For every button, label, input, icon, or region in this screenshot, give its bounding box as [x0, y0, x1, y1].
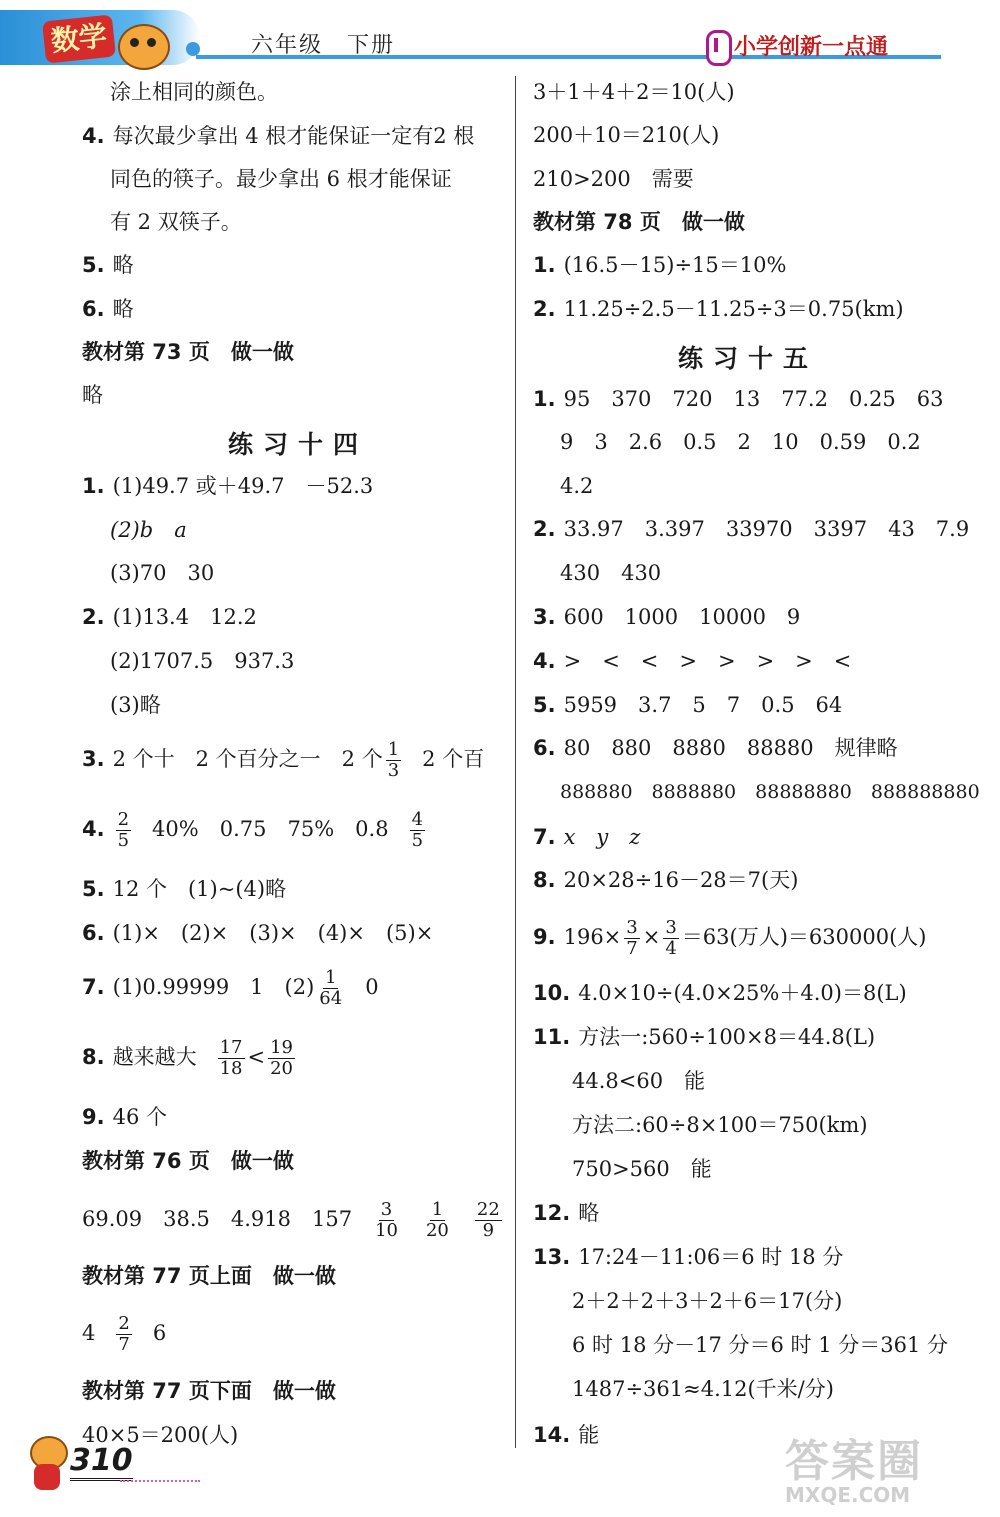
exercise-item-11 — [533, 1022, 875, 1052]
exercise-item-7 — [82, 968, 379, 1009]
answer-line: 1487÷361≈4.12(千米/分) — [572, 1377, 834, 1401]
exercise-item-6 — [82, 918, 433, 948]
answer-line: (2)b a — [110, 518, 187, 542]
answer-text: 6 — [152, 1321, 167, 1345]
numerator: 3 — [380, 1199, 393, 1220]
footer-decoration — [120, 1480, 200, 1486]
answer-text: 12 个 (1)~(4)略 — [112, 877, 287, 901]
column-divider — [515, 76, 516, 1448]
fraction — [475, 1200, 502, 1241]
section-heading-p78: 教材第 78 页 做一做 — [533, 210, 745, 234]
exercise-item-1 — [82, 471, 373, 501]
answer-text: 46 个 — [112, 1105, 167, 1129]
denominator: 10 — [375, 1220, 398, 1241]
item-number: 7. — [533, 825, 556, 849]
series-title: 小学创新一点通 — [734, 35, 889, 60]
answer-text: 0 — [365, 975, 379, 999]
answer-line: 6 时 18 分－17 分＝6 时 1 分＝361 分 — [572, 1333, 949, 1357]
exercise-item-8 — [533, 865, 798, 895]
answer-text: 越来越大 — [112, 1045, 197, 1069]
exercise-item-9 — [82, 1102, 167, 1132]
item-number: 4. — [82, 817, 105, 841]
item-number: 14. — [533, 1423, 571, 1447]
answer-text: 11.25÷2.5－11.25÷3＝0.75(km) — [563, 297, 904, 321]
denominator: 5 — [411, 830, 424, 851]
comparison-sign: < — [247, 1045, 266, 1069]
item-number: 4. — [533, 649, 556, 673]
item-number: 7. — [82, 975, 105, 999]
item-number: 13. — [533, 1245, 571, 1269]
answer-line-p76 — [82, 1200, 505, 1241]
operator: × — [642, 925, 661, 949]
answer-line: 4.2 — [560, 474, 594, 498]
answer-item-2 — [533, 294, 904, 324]
item-number: 9. — [533, 925, 556, 949]
answer-text: (16.5－15)÷15＝10% — [563, 253, 787, 277]
series-logo-icon — [706, 30, 732, 66]
item-number: 2. — [82, 605, 105, 629]
answer-text: (1)× (2)× (3)× (4)× (5)× — [112, 921, 434, 945]
answer-text: 80 880 8880 88880 规律略 — [563, 736, 898, 760]
answer-line: 涂上相同的颜色。 — [110, 80, 278, 104]
item-number: 5. — [533, 693, 556, 717]
exercise-item-6 — [533, 733, 898, 763]
numerator: 19 — [270, 1037, 294, 1058]
answer-line-p77-top — [82, 1314, 166, 1355]
exercise-item-2 — [82, 602, 257, 632]
exercise-title-15: 练习十五 — [678, 344, 819, 373]
header-dot — [186, 42, 200, 56]
answer-line: (2)1707.5 937.3 — [110, 649, 295, 673]
watermark — [785, 1425, 985, 1510]
answer-item-6 — [82, 294, 134, 324]
denominator: 5 — [117, 830, 130, 851]
item-number: 5. — [82, 253, 105, 277]
exercise-item-10 — [533, 978, 907, 1008]
section-heading-p76: 教材第 76 页 做一做 — [82, 1149, 294, 1173]
numerator: 3 — [665, 917, 677, 938]
numerator: 17 — [219, 1037, 243, 1058]
exercise-item-7 — [533, 822, 640, 852]
numerator: 1 — [387, 739, 400, 760]
answer-text: 略 — [112, 253, 134, 277]
answer-text: (1)13.4 12.2 — [112, 605, 257, 629]
denominator: 7 — [626, 938, 638, 959]
answer-text: 4.0×10÷(4.0×25%＋4.0)＝8(L) — [578, 981, 907, 1005]
page-number: 310 — [70, 1444, 133, 1481]
item-number: 6. — [533, 736, 556, 760]
exercise-item-3 — [82, 740, 484, 781]
answer-text: > < < > > > > < — [563, 649, 852, 673]
answer-text: 2 个十 2 个百分之一 2 个 — [112, 747, 383, 771]
fraction — [116, 1314, 131, 1355]
watermark-logo: 答案圈 — [785, 1436, 923, 1487]
item-number: 1. — [533, 387, 556, 411]
fraction — [663, 918, 678, 959]
answer-line: 888880 8888880 88888880 888888880 — [560, 781, 980, 803]
answer-text: 能 — [578, 1423, 600, 1447]
answer-text: 600 1000 10000 9 — [563, 605, 801, 629]
answer-text: ＝63(万人)＝630000(人) — [681, 925, 927, 949]
exercise-item-3 — [533, 602, 800, 632]
answer-text: x y z — [563, 825, 641, 849]
answer-text: 33.97 3.397 33970 3397 43 7.9 — [563, 517, 970, 541]
section-heading-p73: 教材第 73 页 做一做 — [82, 340, 294, 364]
answer-text: 每次最少拿出 4 根才能保证一定有2 根 — [112, 124, 475, 148]
fraction — [116, 810, 131, 851]
numerator: 3 — [626, 917, 638, 938]
answer-text: 20×28÷16－28＝7(天) — [563, 868, 799, 892]
answer-line: 210>200 需要 — [533, 167, 694, 191]
exercise-item-2 — [533, 514, 969, 544]
fraction — [624, 918, 639, 959]
exercise-item-14 — [533, 1420, 599, 1450]
answer-line: 有 2 双筷子。 — [110, 210, 242, 234]
answer-line: 200＋10＝210(人) — [533, 123, 720, 147]
answer-text: (1)0.99999 1 (2) — [112, 975, 315, 999]
item-number: 11. — [533, 1025, 571, 1049]
exercise-item-12 — [533, 1198, 599, 1228]
exercise-item-8 — [82, 1038, 298, 1079]
answer-line: 40×5＝200(人) — [82, 1423, 239, 1447]
item-number: 4. — [82, 124, 105, 148]
subject-badge: 数学 — [42, 14, 116, 63]
exercise-item-5 — [533, 690, 842, 720]
answer-text: 40% 0.75 75% 0.8 — [152, 817, 389, 841]
answer-text: (1)49.7 或＋49.7 －52.3 — [112, 474, 374, 498]
answer-line: 430 430 — [560, 561, 662, 585]
denominator: 4 — [665, 938, 677, 959]
item-number: 9. — [82, 1105, 105, 1129]
denominator: 20 — [425, 1220, 449, 1241]
answer-item-4 — [82, 121, 474, 151]
answer-text: 17:24－11:06＝6 时 18 分 — [578, 1245, 844, 1269]
item-number: 2. — [533, 297, 556, 321]
item-number: 12. — [533, 1201, 571, 1225]
watermark-url: MXQE.COM — [785, 1483, 911, 1507]
section-heading-p77-bottom: 教材第 77 页下面 做一做 — [82, 1379, 336, 1403]
item-number: 1. — [533, 253, 556, 277]
fraction — [424, 1200, 451, 1241]
item-number: 8. — [533, 868, 556, 892]
fraction — [373, 1200, 400, 1241]
item-number: 5. — [82, 877, 105, 901]
numerator: 1 — [431, 1199, 444, 1220]
answer-text: 5959 3.7 5 7 0.5 64 — [563, 693, 843, 717]
fraction — [268, 1038, 295, 1079]
answer-text: 略 — [578, 1201, 600, 1225]
exercise-item-9 — [533, 918, 926, 959]
answer-line: 2＋2＋2＋3＋2＋6＝17(分) — [572, 1289, 843, 1313]
answer-line: 3＋1＋4＋2＝10(人) — [533, 80, 735, 104]
numerator: 2 — [117, 809, 130, 830]
item-number: 2. — [533, 517, 556, 541]
exercise-title-14: 练习十四 — [228, 430, 369, 459]
exercise-item-5 — [82, 874, 286, 904]
answer-text: 4 — [82, 1321, 96, 1345]
answer-text: 95 370 720 13 77.2 0.25 63 — [563, 387, 944, 411]
answer-text: 方法一:560÷100×8＝44.8(L) — [578, 1025, 876, 1049]
denominator: 20 — [270, 1058, 294, 1079]
answer-line: (3)略 — [110, 693, 161, 717]
fraction — [410, 810, 425, 851]
numerator: 4 — [411, 809, 424, 830]
page-header — [0, 0, 1000, 70]
grade-label: 六年级 下册 — [251, 33, 396, 58]
fraction — [317, 968, 344, 1009]
exercise-item-13 — [533, 1242, 843, 1272]
answer-line: 方法二:60÷8×100＝750(km) — [572, 1113, 868, 1137]
exercise-item-4 — [533, 646, 851, 676]
denominator: 7 — [118, 1334, 130, 1355]
denominator: 3 — [387, 760, 400, 781]
answer-item-5 — [82, 250, 134, 280]
item-number: 6. — [82, 921, 105, 945]
denominator: 18 — [219, 1058, 243, 1079]
item-number: 3. — [533, 605, 556, 629]
exercise-item-4 — [82, 810, 428, 851]
answer-line: 44.8<60 能 — [572, 1069, 706, 1093]
numerator: 2 — [118, 1313, 130, 1334]
answer-line: 略 — [82, 383, 103, 407]
mascot-icon — [118, 24, 170, 70]
denominator: 9 — [482, 1220, 495, 1241]
item-number: 3. — [82, 747, 105, 771]
answer-item-1 — [533, 250, 786, 280]
item-number: 8. — [82, 1045, 105, 1069]
item-number: 1. — [82, 474, 105, 498]
answer-line: (3)70 30 — [110, 561, 215, 585]
answer-text: 2 个百 — [422, 747, 485, 771]
answer-line: 9 3 2.6 0.5 2 10 0.59 0.2 — [560, 430, 921, 454]
denominator: 64 — [319, 988, 343, 1009]
numerator: 22 — [476, 1199, 500, 1220]
answer-text: 69.09 38.5 4.918 157 — [82, 1207, 353, 1231]
item-number: 6. — [82, 297, 105, 321]
fraction — [218, 1038, 245, 1079]
answer-text: 196× — [563, 925, 622, 949]
fraction — [386, 740, 401, 781]
answer-line: 750>560 能 — [572, 1157, 712, 1181]
item-number: 10. — [533, 981, 571, 1005]
answer-text: 略 — [112, 297, 134, 321]
section-heading-p77-top: 教材第 77 页上面 做一做 — [82, 1264, 336, 1288]
numerator: 1 — [325, 967, 337, 988]
exercise-item-1 — [533, 384, 943, 414]
answer-line: 同色的筷子。最少拿出 6 根才能保证 — [110, 167, 452, 191]
footer-mascot-icon — [20, 1432, 72, 1494]
